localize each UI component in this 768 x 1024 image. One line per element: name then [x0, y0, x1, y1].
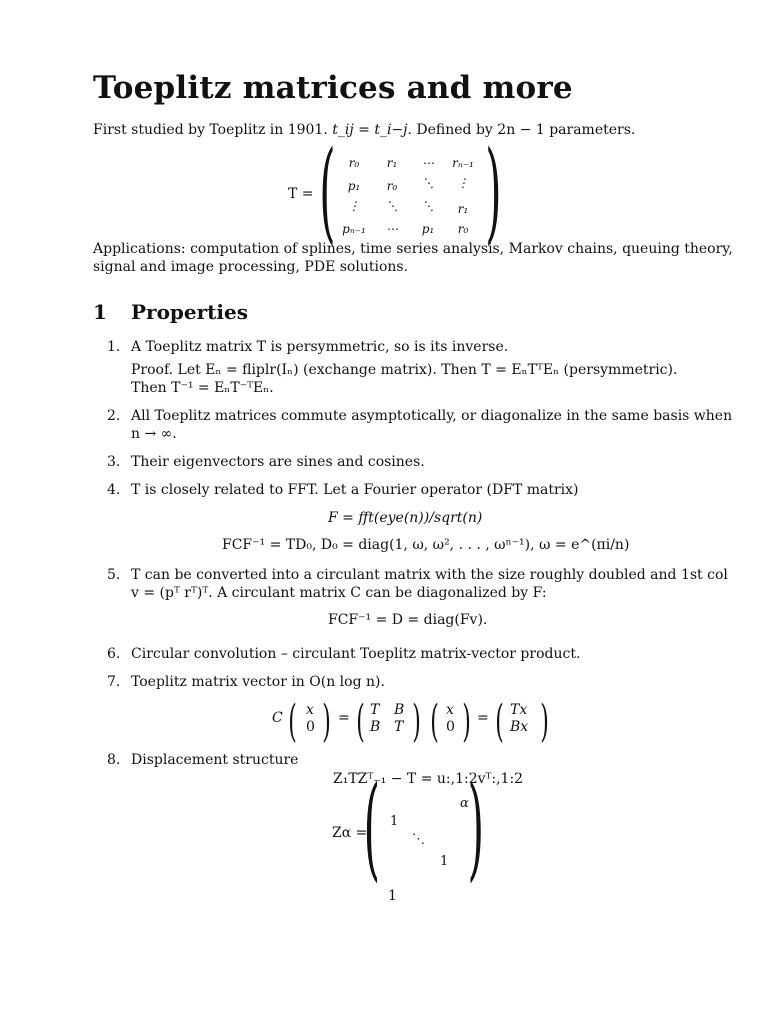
alpha-entry: α: [460, 796, 469, 811]
section-title: Properties: [131, 300, 248, 324]
vec3-left-paren: (: [495, 696, 504, 747]
operator-c: C: [272, 710, 283, 726]
intro-text-b: Defined by 2n − 1 parameters.: [416, 122, 636, 138]
item-4-equation-1: F = fft(eye(n))/sqrt(n): [328, 510, 483, 526]
item-7-block-equation: [270, 696, 560, 747]
block-left-paren: (: [356, 696, 365, 747]
vec3-cell: Bx: [510, 719, 529, 735]
page-number: 1: [388, 888, 397, 904]
item-5-equation: FCF⁻¹ = D = diag(Fv).: [328, 612, 488, 628]
matrix-cell: r₀: [386, 179, 398, 193]
item-number: 2.: [107, 408, 121, 424]
left-paren: (: [319, 127, 336, 255]
item-7-text: Toeplitz matrix vector in O(n log n).: [131, 674, 385, 690]
vec3-cell: Tx: [510, 702, 528, 718]
equals-sign: =: [338, 710, 350, 726]
one-entry: 1: [390, 814, 399, 829]
matrix-cell: p₁: [347, 179, 361, 193]
item-1-text: A Toeplitz matrix T is persymmetric, so is its inverse.: [131, 339, 509, 355]
vec1-cell: x: [306, 702, 314, 718]
item-number: 5.: [107, 567, 121, 583]
item-5-line-2: v = (pᵀ rᵀ)ᵀ. A circulant matrix C can be diagonalized by F:: [131, 585, 547, 601]
item-2-line-1: All Toeplitz matrices commute asymptotically, or diagonalize in the same basis when: [131, 408, 733, 424]
item-1-proof-line-2: Then T⁻¹ = EₙT⁻ᵀEₙ.: [131, 380, 274, 396]
matrix-cell: ⋮: [348, 199, 360, 213]
item-5-line-1: T can be converted into a circulant matrix with the size roughly doubled and 1st col: [131, 567, 728, 583]
block-right-paren: ): [412, 696, 421, 747]
left-paren: (: [363, 763, 381, 893]
equals-sign: =: [477, 710, 489, 726]
vec2-cell: 0: [446, 719, 455, 735]
matrix-cell: ⋯: [386, 222, 398, 236]
section-number: 1: [93, 300, 107, 324]
vec2-cell: x: [446, 702, 454, 718]
page-title: Toeplitz matrices and more: [93, 70, 573, 106]
vec2-left-paren: (: [430, 696, 439, 747]
matrix-cell: ⋱: [422, 199, 434, 213]
diagonal-dots: ⋱: [412, 832, 425, 847]
item-1-proof-line-1: Proof. Let Eₙ = fliplr(Iₙ) (exchange matrix). Then T = EₙTᵀEₙ (persymmetric).: [131, 362, 678, 378]
applications-line-2: signal and image processing, PDE solutions.: [93, 259, 409, 275]
item-number: 3.: [107, 454, 121, 470]
matrix-cell: p₁: [421, 222, 435, 236]
matrix-cell: pₙ₋₁: [342, 222, 366, 236]
matrix-cell: rₙ₋₁: [452, 156, 474, 170]
matrix-cell: r₁: [457, 202, 469, 216]
block-cell: B: [370, 719, 381, 735]
item-number: 8.: [107, 752, 121, 768]
right-paren: ): [485, 127, 502, 255]
item-6-text: Circular convolution – circulant Toeplitz matrix-vector product.: [131, 646, 581, 662]
intro-line: [93, 122, 635, 138]
matrix-cell: ⋱: [386, 199, 398, 213]
right-paren: ): [467, 763, 485, 893]
matrix-cell: r₀: [348, 156, 360, 170]
item-3-text: Their eigenvectors are sines and cosines.: [131, 454, 425, 470]
intro-equation: t_ij = t_i−j.: [332, 122, 412, 138]
item-number: 1.: [107, 339, 121, 355]
vec1-right-paren: ): [322, 696, 331, 747]
matrix-cell: ⋱: [422, 176, 434, 190]
block-cell: B: [394, 702, 405, 718]
matrix-cell: ⋯: [422, 156, 434, 170]
matrix-cell: ⋮: [457, 176, 469, 190]
item-number: 6.: [107, 646, 121, 662]
item-4-equation-2: FCF⁻¹ = TD₀, D₀ = diag(1, ω, ω², . . . , ωⁿ⁻¹), ω = e^(πi/n): [222, 537, 630, 553]
item-4-text: T is closely related to FFT. Let a Fourier operator (DFT matrix): [131, 482, 579, 498]
item-number: 4.: [107, 482, 121, 498]
z-alpha-lhs: Zα =: [332, 825, 368, 841]
item-2-line-2: n → ∞.: [131, 426, 177, 442]
one-entry: 1: [440, 854, 449, 869]
block-cell: T: [394, 719, 404, 735]
vec2-right-paren: ): [462, 696, 471, 747]
block-cell: T: [370, 702, 380, 718]
matrix-cell: r₀: [457, 222, 469, 236]
applications-line-1: Applications: computation of splines, time series analysis, Markov chains, queuing theory,: [93, 241, 733, 257]
vec3-right-paren: ): [540, 696, 549, 747]
item-number: 7.: [107, 674, 121, 690]
vec1-cell: 0: [306, 719, 315, 735]
vec1-left-paren: (: [288, 696, 297, 747]
item-8-text: Displacement structure: [131, 752, 299, 768]
matrix-lhs: T =: [288, 186, 314, 202]
intro-text-a: First studied by Toeplitz in 1901.: [93, 122, 328, 138]
matrix-cell: r₁: [386, 156, 398, 170]
item-8-equation: Z₁TZᵀ₋₁ − T = u:,1:2vᵀ:,1:2: [333, 771, 524, 787]
